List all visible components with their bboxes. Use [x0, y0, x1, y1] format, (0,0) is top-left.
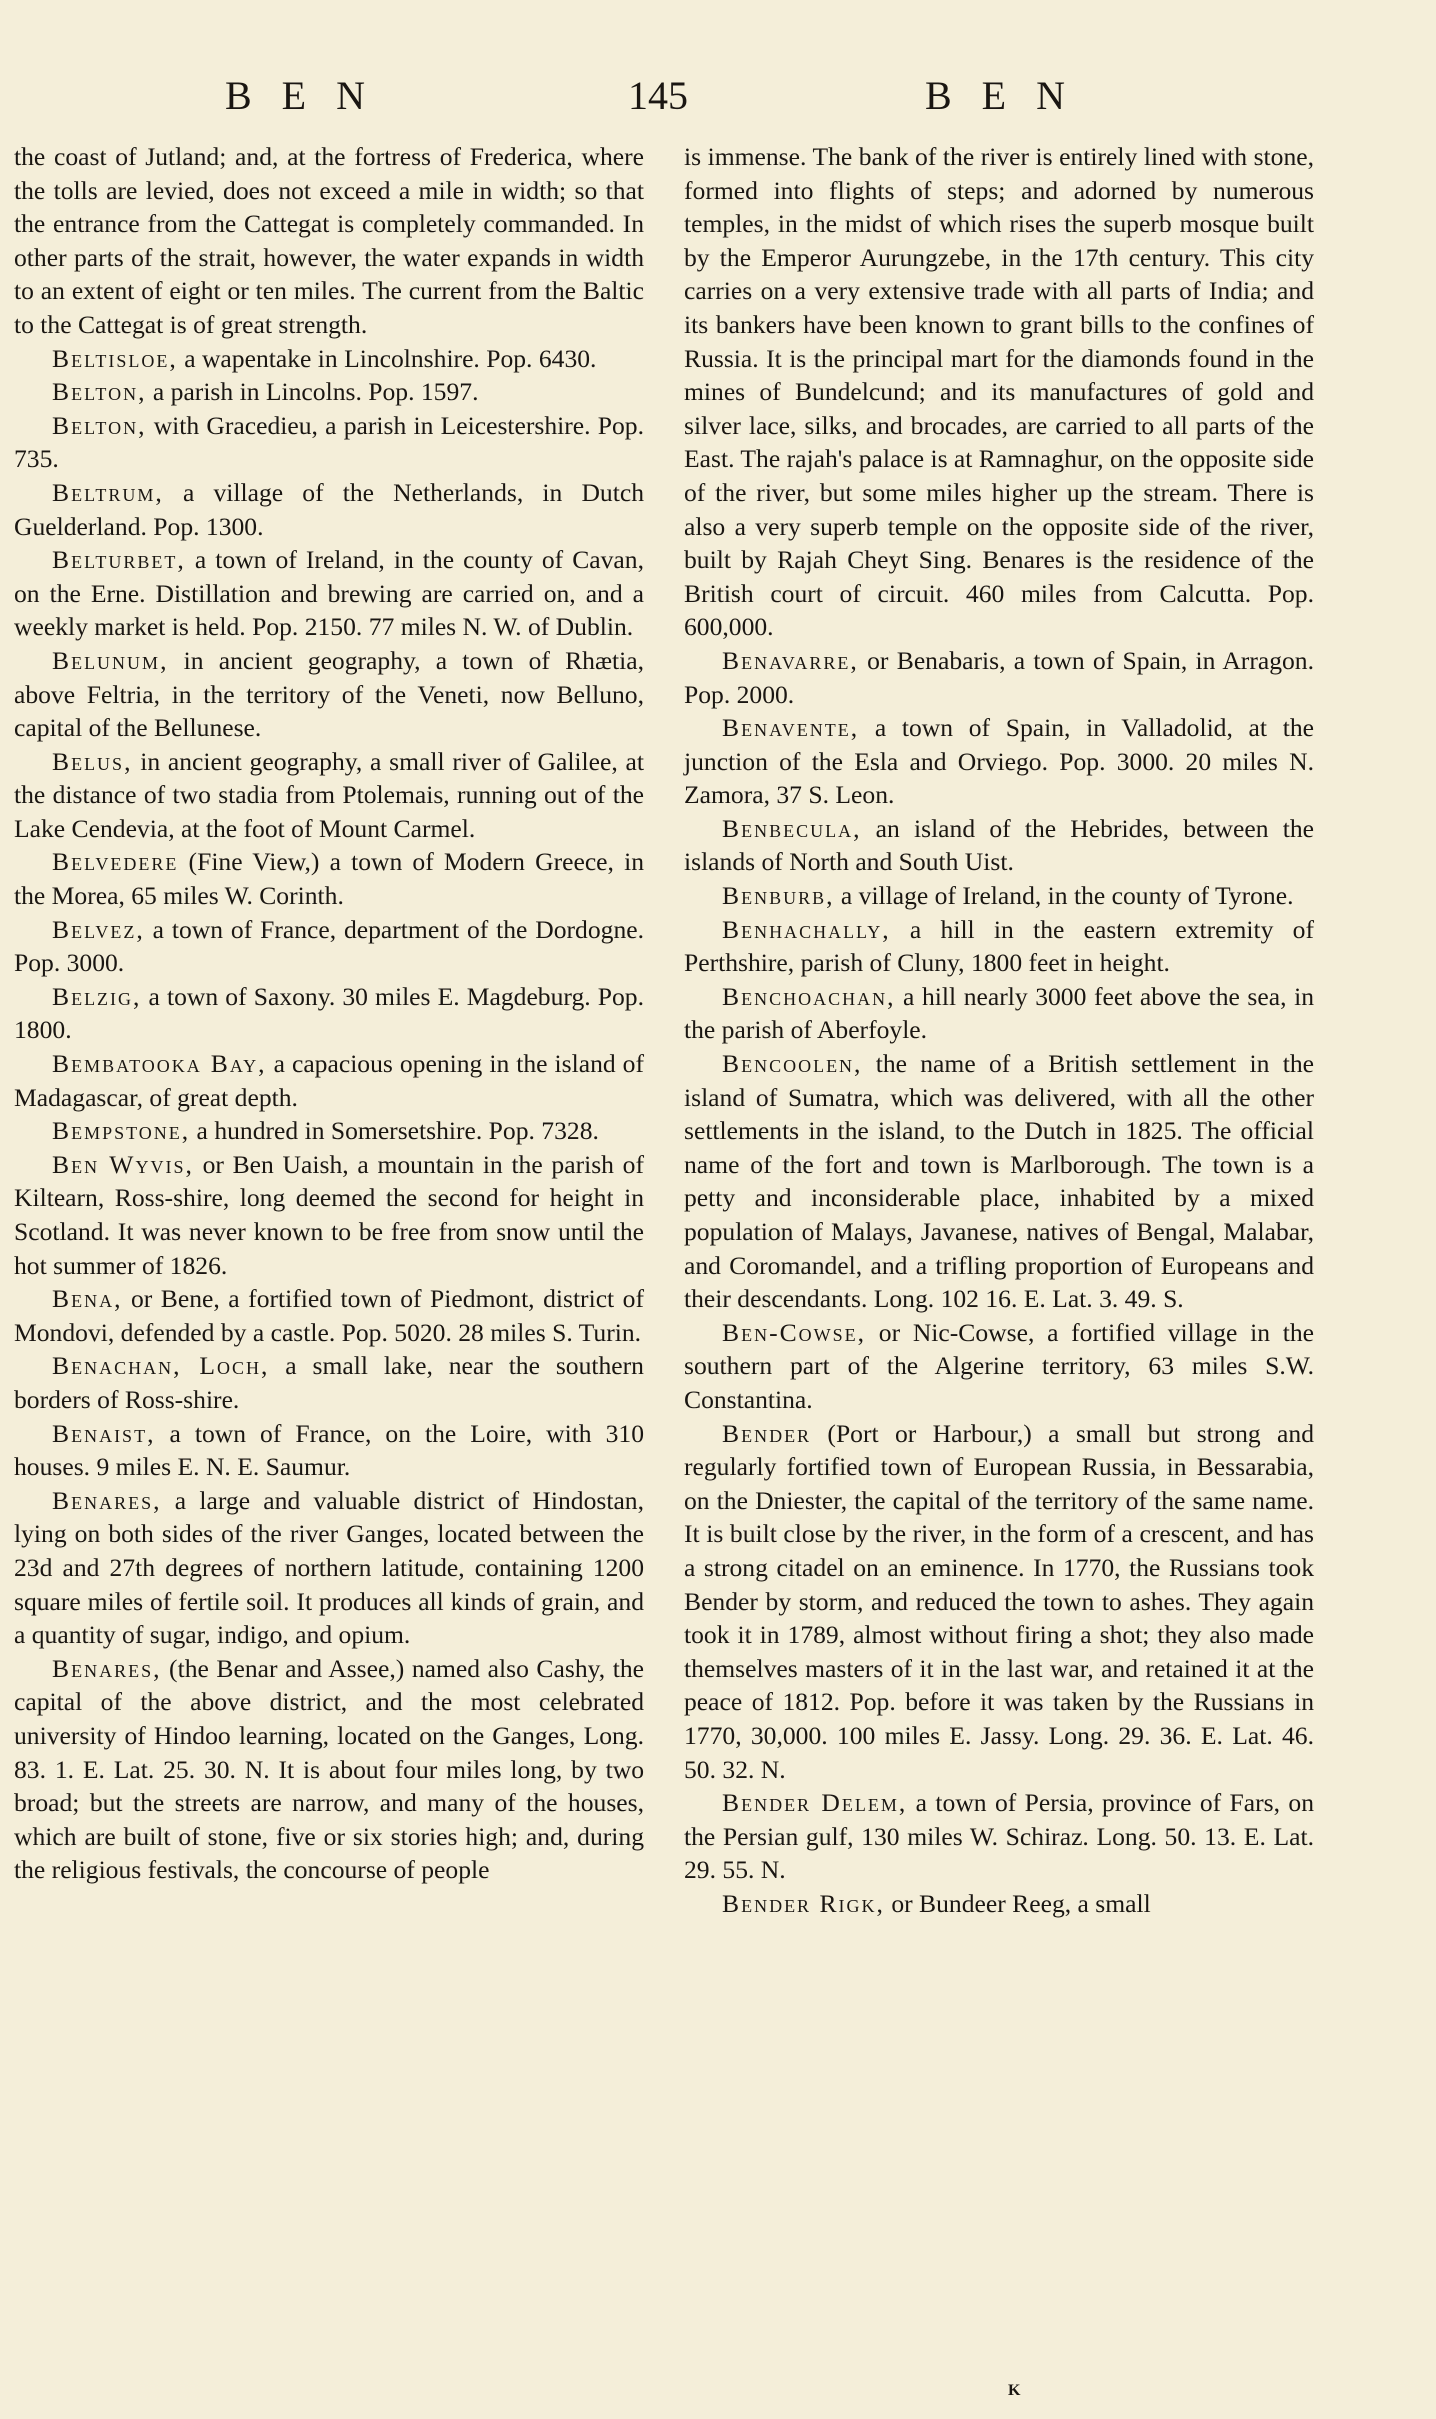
- entry-headword: Benares,: [52, 1653, 162, 1683]
- entry-headword: Belunum,: [52, 645, 169, 675]
- gazetteer-entry: [684, 879, 1314, 913]
- entry-text: (Fine View,) a town of Modern Greece, in the Morea, 65 miles W. Corinth.: [14, 847, 644, 911]
- entry-text: a town of Spain, in Valladolid, at the junction of the Esla and Orviego. Pop. 3000. 20 miles N. Zamora, 37 S. Leon.: [684, 713, 1314, 810]
- gazetteer-entry: [684, 812, 1314, 879]
- entry-text: a capacious opening in the island of Madagascar, of great depth.: [14, 1049, 644, 1112]
- printer-signature: K: [1008, 2382, 1022, 2399]
- gazetteer-entry: [14, 409, 644, 476]
- entry-text: the coast of Jutland; and, at the fortress of Frederica, where the tolls are levied, does not exceed a mile in width; so that the entrance from the Cattegat is completely commanded. In other parts of the strait, however, the water expands in width to an extent of eight or ten miles. The current from the Baltic to the Cattegat is of great strength.: [14, 142, 644, 339]
- gazetteer-entry: [684, 913, 1314, 980]
- entry-text: a small lake, near the southern borders of Ross-shire.: [14, 1351, 644, 1414]
- gazetteer-entry: [14, 644, 644, 745]
- right-column: [684, 140, 1314, 1920]
- entry-headword: Ben-Cowse,: [722, 1317, 867, 1347]
- entry-text: a wapentake in Lincolnshire. Pop. 6430.: [177, 343, 597, 373]
- entry-text: in ancient geography, a small river of Galilee, at the distance of two stadia from Ptolemais, running out of the Lake Cendevia, at the foot of Mount Carmel.: [14, 746, 644, 843]
- entry-headword: Benares,: [52, 1485, 162, 1515]
- entry-headword: Benburb,: [722, 881, 835, 911]
- entry-headword: Belvedere: [52, 847, 179, 877]
- entry-headword: Bender Delem,: [722, 1788, 908, 1818]
- header-left-keyword: BEN: [225, 73, 395, 118]
- gazetteer-entry: [14, 1417, 644, 1484]
- entry-text: a hill in the eastern extremity of Perthshire, parish of Cluny, 1800 feet in height.: [684, 914, 1314, 978]
- entry-headword: Bencoolen,: [722, 1049, 863, 1079]
- entry-headword: Benavarre,: [722, 645, 859, 675]
- entry-text: a town of France, on the Loire, with 310 houses. 9 miles E. N. E. Saumur.: [14, 1418, 644, 1482]
- entry-text: an island of the Hebrides, between the islands of North and South Uist.: [684, 813, 1314, 877]
- gazetteer-entry: [14, 845, 644, 912]
- entry-headword: Bender: [722, 1418, 812, 1448]
- entry-text: (Port or Harbour,) a small but strong and regularly fortified town of European Russia, in Bessarabia, on the Dniester, the capital of the territory of the same name. It is built close by the river, in the form of a crescent, and has a strong citadel on an eminence. In 1770, the Russians took Bender by storm, and reduced the town to ashes. They again took it in 1789, almost without firing a shot; they also made themselves masters of it in the last war, and retained it at the peace of 1812. Pop. before it was taken by the Russians in 1770, 30,000. 100 miles E. Jassy. Long. 29. 36. E. Lat. 46. 50. 32. N.: [684, 1418, 1314, 1784]
- gazetteer-entry: [684, 644, 1314, 711]
- entry-headword: Belton,: [52, 410, 147, 440]
- entry-text: in ancient geography, a town of Rhætia, above Feltria, in the territory of the Veneti, now Belluno, capital of the Bellunese.: [14, 645, 644, 743]
- gazetteer-entry: [14, 543, 644, 644]
- entry-headword: Bender Rigk,: [722, 1888, 885, 1918]
- gazetteer-entry: [684, 1047, 1314, 1316]
- gazetteer-entry: [684, 1417, 1314, 1787]
- entry-text: a town of France, department of the Dordogne. Pop. 3000.: [14, 914, 644, 978]
- entry-headword: Bena,: [52, 1284, 123, 1314]
- gazetteer-entry: [14, 476, 644, 543]
- entry-text: is immense. The bank of the river is entirely lined with stone, formed into flights of steps; and adorned by numerous temples, in the midst of which rises the superb mosque built by the Emperor Aurungzebe, in the 17th century. This city carries on a very extensive trade with all parts of India; and its bankers have been known to grant bills to the confines of Russia. It is the principal mart for the diamonds found in the mines of Bundelcund; and its manufactures of gold and silver lace, silks, and brocades, are carried to all parts of the East. The rajah's palace is at Ramnaghur, on the opposite side of the river, but some miles higher up the stream. There is also a very superb temple on the opposite side of the river, built by Rajah Cheyt Sing. Benares is the residence of the British court of circuit. 460 miles from Calcutta. Pop. 600,000.: [684, 142, 1314, 642]
- gazetteer-entry: [14, 1349, 644, 1416]
- entry-text: or Ben Uaish, a mountain in the parish of Kiltearn, Ross-shire, long deemed the second for height in Scotland. It was never known to be free from snow until the hot summer of 1826.: [14, 1149, 644, 1280]
- left-column: [14, 140, 644, 1887]
- entry-text: a town of Saxony. 30 miles E. Magdeburg. Pop. 1800.: [14, 981, 644, 1045]
- entry-text: a hundred in Somersetshire. Pop. 7328.: [190, 1116, 599, 1146]
- entry-headword: Benbecula,: [722, 813, 862, 843]
- entry-headword: Belton,: [52, 377, 147, 407]
- entry-text: or Benabaris, a town of Spain, in Arragon. Pop. 2000.: [684, 645, 1314, 709]
- entry-text: or Nic-Cowse, a fortified village in the southern part of the Algerine territory, 63 miles S.W. Constantina.: [684, 1317, 1314, 1414]
- entry-text: a town of Persia, province of Fars, on the Persian gulf, 130 miles W. Schiraz. Long. 50. 13. E. Lat. 29. 55. N.: [684, 1788, 1314, 1885]
- gazetteer-entry: [684, 140, 1314, 644]
- entry-headword: Belus,: [52, 746, 133, 776]
- entry-text: a town of Ireland, in the county of Cavan, on the Erne. Distillation and brewing are carried on, and a weekly market is held. Pop. 2150. 77 miles N. W. of Dublin.: [14, 545, 644, 642]
- gazetteer-entry: [14, 375, 644, 409]
- entry-text: a village of the Netherlands, in Dutch Guelderland. Pop. 1300.: [14, 477, 644, 541]
- entry-headword: Benaist,: [52, 1418, 156, 1448]
- gazetteer-entry: [14, 1047, 644, 1114]
- entry-text: or Bundeer Reeg, a small: [884, 1888, 1151, 1918]
- entry-headword: Bempstone,: [52, 1116, 191, 1146]
- gazetteer-entry: [14, 1652, 644, 1887]
- gazetteer-entry: [14, 1148, 644, 1282]
- entry-text: (the Benar and Assee,) named also Cashy, the capital of the above district, and the most celebrated university of Hindoo learning, located on the Ganges, Long. 83. 1. E. Lat. 25. 30. N. It is about four miles long, by two broad; but the streets are narrow, and many of the houses, which are built of stone, five or six stories high; and, during the religious festivals, the concourse of people: [14, 1653, 644, 1885]
- entry-headword: Benhachally,: [722, 914, 891, 944]
- entry-text: or Bene, a fortified town of Piedmont, district of Mondovi, defended by a castle. Pop. 5020. 28 miles S. Turin.: [14, 1284, 644, 1347]
- gazetteer-entry: [14, 1114, 644, 1148]
- gazetteer-entry: [684, 980, 1314, 1047]
- gazetteer-entry: [14, 1282, 644, 1349]
- entry-headword: Belzig,: [52, 981, 142, 1011]
- gazetteer-entry: [14, 342, 644, 376]
- gazetteer-entry: [684, 711, 1314, 812]
- entry-text: a parish in Lincolns. Pop. 1597.: [146, 377, 479, 407]
- entry-headword: Benchoachan,: [722, 981, 896, 1011]
- entry-headword: Benachan, Loch,: [52, 1351, 270, 1381]
- entry-headword: Belvez,: [52, 914, 145, 944]
- entry-text: with Gracedieu, a parish in Leicestershire. Pop. 735.: [14, 410, 644, 474]
- entry-text: a hill nearly 3000 feet above the sea, in the parish of Aberfoyle.: [684, 981, 1314, 1045]
- gazetteer-entry: [14, 980, 644, 1047]
- entry-text: a large and valuable district of Hindostan, lying on both sides of the river Ganges, located between the 23d and 27th degrees of northern latitude, containing 1200 square miles of fertile soil. It produces all kinds of grain, and a quantity of sugar, indigo, and opium.: [14, 1485, 644, 1650]
- entry-headword: Benavente,: [722, 713, 860, 743]
- entry-headword: Beltrum,: [52, 477, 164, 507]
- header-right-keyword: BEN: [925, 73, 1095, 118]
- gazetteer-entry: [684, 1786, 1314, 1887]
- entry-text: a village of Ireland, in the county of Tyrone.: [834, 881, 1294, 911]
- gazetteer-entry: [14, 1484, 644, 1652]
- entry-headword: Belturbet,: [52, 545, 186, 575]
- page-number: 145: [628, 73, 688, 118]
- entry-headword: Beltisloe,: [52, 343, 178, 373]
- gazetteer-entry: [14, 913, 644, 980]
- gazetteer-entry: [14, 745, 644, 846]
- entry-headword: Bembatooka Bay,: [52, 1049, 267, 1079]
- gazetteer-entry: [684, 1887, 1314, 1921]
- entry-headword: Ben Wyvis,: [52, 1149, 194, 1179]
- entry-text: the name of a British settlement in the island of Sumatra, which was delivered, with all the other settlements in the island, to the Dutch in 1825. The official name of the fort and town is Marlborough. The town is a petty and inconsiderable place, inhabited by a mixed population of Malays, Javanese, natives of Bengal, Malabar, and Coromandel, and a trifling proportion of Europeans and their descendants. Long. 102 16. E. Lat. 3. 49. S.: [684, 1049, 1314, 1314]
- gazetteer-entry: [684, 1316, 1314, 1417]
- running-header: [0, 72, 1436, 132]
- gazetteer-entry: [14, 140, 644, 342]
